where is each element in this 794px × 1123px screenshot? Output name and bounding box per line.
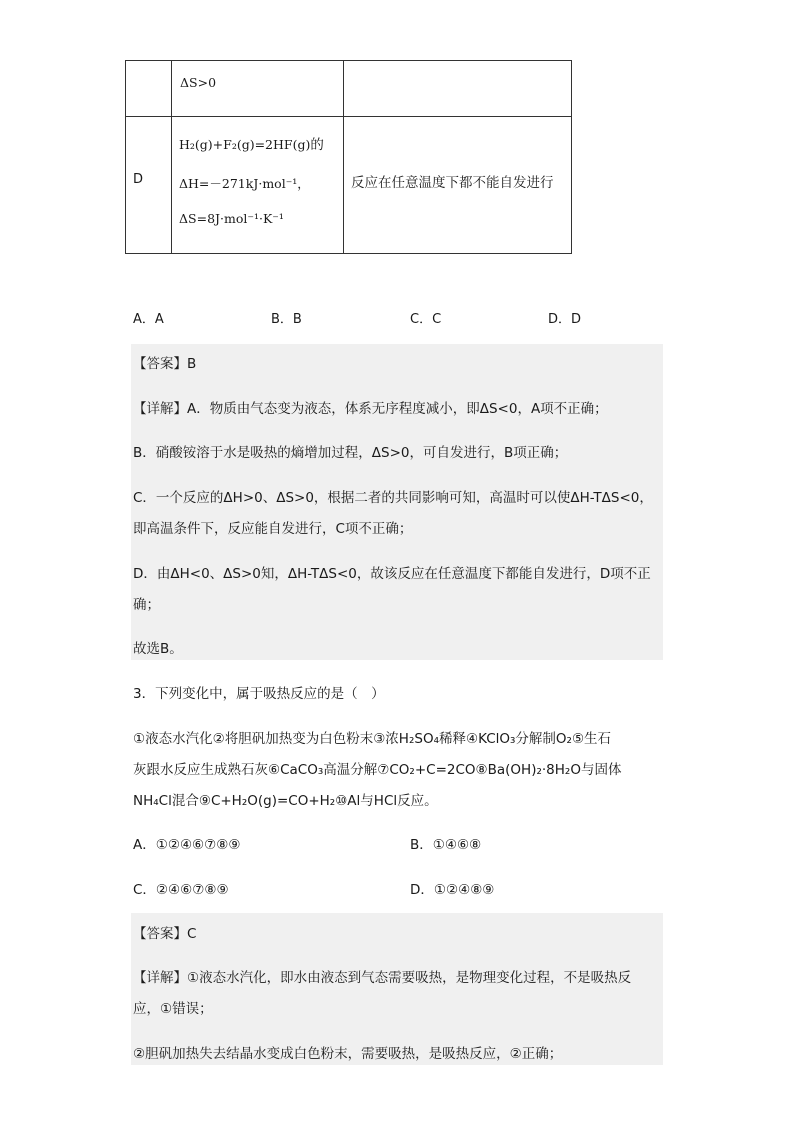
q3-option-a: A．①②④⑥⑦⑧⑨ <box>133 837 241 853</box>
q2-option-c: C．C <box>410 312 442 327</box>
q2-option-b: B．B <box>271 312 302 327</box>
row-c-entropy: ΔS>0 <box>180 75 217 90</box>
q3-items-line-2: 灰跟水反应生成熟石灰⑥CaCO₃高温分解⑦CO₂+C=2CO⑧Ba(OH)₂·8H₂O与固体 <box>133 762 622 778</box>
q3-stem: 3．下列变化中，属于吸热反应的是（ ） <box>133 686 385 702</box>
q3-option-d: D．①②④⑧⑨ <box>410 882 495 898</box>
q2-detail-line-1: 【详解】A．物质由气态变为液态，体系无序程度减小，即ΔS<0，A项不正确； <box>133 401 608 417</box>
q3-items-line-1: ①液态水汽化②将胆矾加热变为白色粉末③浓H₂SO₄稀释④KClO₃分解制O₂⑤生石 <box>133 731 612 747</box>
q2-detail-line-7: 故选B。 <box>133 641 183 657</box>
q2-detail-line-5: D．由ΔH<0、ΔS>0知，ΔH-TΔS<0，故该反应在任意温度下都能自发进行，D项不正 <box>133 566 651 582</box>
q2-detail-line-3: C．一个反应的ΔH>0、ΔS>0，根据二者的共同影响可知，高温时可以使ΔH-TΔS<0， <box>133 490 653 506</box>
q3-detail-line-1: 【详解】①液态水汽化，即水由液态到气态需要吸热，是物理变化过程，不是吸热反 <box>133 970 632 986</box>
q3-detail-line-2: 应，①错误； <box>133 1001 213 1017</box>
q2-detail-line-2: B．硝酸铵溶于水是吸热的熵增加过程，ΔS>0，可自发进行，B项正确； <box>133 445 568 461</box>
row-d-equation: H₂(g)+F₂(g)=2HF(g)的 <box>179 137 324 153</box>
q2-option-d: D．D <box>548 312 582 327</box>
q2-option-a: A．A <box>133 312 164 327</box>
row-d-enthalpy: ΔH=－271kJ·mol⁻¹， <box>179 176 310 191</box>
q3-items-line-3: NH₄Cl混合⑨C+H₂O(g)=CO+H₂⑩Al与HCl反应。 <box>133 793 438 809</box>
q2-detail-line-6: 确； <box>133 597 160 613</box>
reaction-table <box>125 60 572 254</box>
q3-answer-line: 【答案】C <box>133 926 197 942</box>
q2-answer-line: 【答案】B <box>133 356 197 372</box>
row-d-judgement: 反应在任意温度下都不能自发进行 <box>351 175 554 191</box>
row-d-label: D <box>133 172 144 187</box>
q3-option-c: C．②④⑥⑦⑧⑨ <box>133 882 229 898</box>
q3-option-b: B．①④⑥⑧ <box>410 837 482 853</box>
row-d-entropy: ΔS=8J·mol⁻¹·K⁻¹ <box>179 211 284 226</box>
q3-detail-line-3: ②胆矾加热失去结晶水变成白色粉末，需要吸热，是吸热反应，②正确； <box>133 1046 563 1062</box>
q2-detail-line-4: 即高温条件下，反应能自发进行，C项不正确； <box>133 521 413 537</box>
